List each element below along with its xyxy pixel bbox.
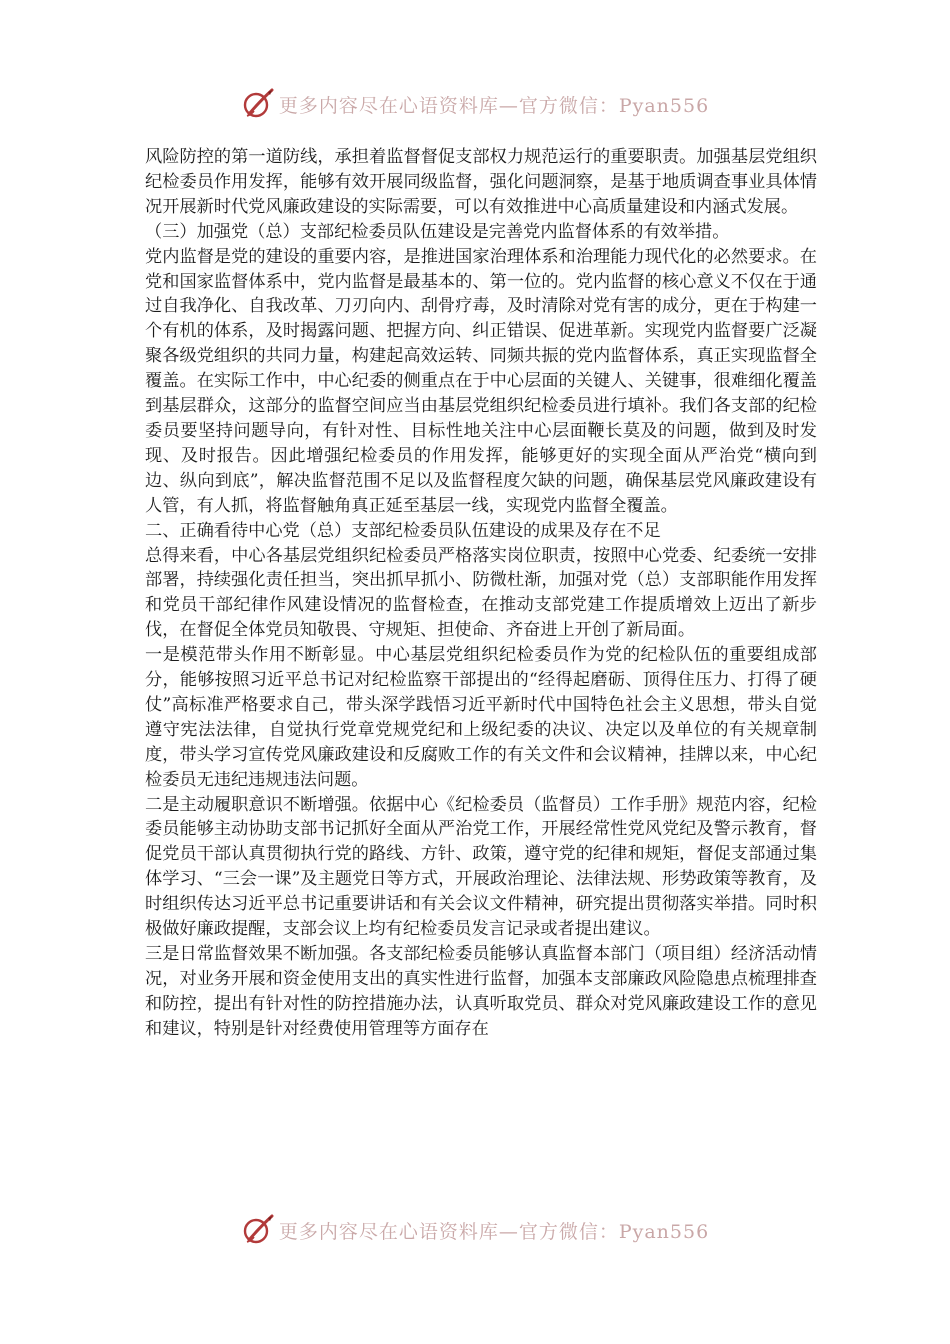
paragraph: 党内监督是党的建设的重要内容，是推进国家治理体系和治理能力现代化的必然要求。在党和国家监督体系中，党内监督是最基本的、第一位的。党内监督的核心意义不仅在于通过自我净化、自我改革、刀刃向内、刮骨疗毒，及时清除对党有害的成分，更在于构建一个有机的体系，及时揭露问题、把握方向、纠正错误、促进革新。实现党内监督要广泛凝聚各级党组织的共同力量，构建起高效运转、同频共振的党内监督体系，真正实现监督全覆盖。在实际工作中，中心纪委的侧重点在于中心层面的关键人、关键事，很难细化覆盖到基层群众，这部分的监督空间应当由基层党组织纪检委员进行填补。我们各支部的纪检委员要坚持问题导向，有针对性、目标性地关注中心层面鞭长莫及的问题，做到及时发现、及时报告。因此增强纪检委员的作用发挥，能够更好的实现全面从严治党“横向到边、纵向到底”，解决监督范围不足以及监督程度欠缺的问题，确保基层党风廉政建设有人管，有人抓，将监督触角真正延至基层一线，实现党内监督全覆盖。: [145, 246, 817, 516]
paragraph: 三是日常监督效果不断加强。各支部纪检委员能够认真监督本部门（项目组）经济活动情况，对业务开展和资金使用支出的真实性进行监督，加强本支部廉政风险隐患点梳理排查和防控，提出有针对性的防控措施办法，认真听取党员、群众对党风廉政建设工作的意见和建议，特别是针对经费使用管理等方面存在: [145, 944, 817, 1039]
watermark-banner-top: [0, 84, 950, 124]
paragraph: 一是模范带头作用不断彰显。中心基层党组织纪检委员作为党的纪检队伍的重要组成部分，能够按照习近平总书记对纪检监察干部提出的“经得起磨砺、顶得住压力、打得了硬仗”高标准严格要求自己，带头深学践悟习近平新时代中国特色社会主义思想，带头自觉遵守宪法法律，自觉执行党章党规党纪和上级纪委的决议、决定以及单位的有关规章制度，带头学习宣传党风廉政建设和反腐败工作的有关文件和会议精神，挂牌以来，中心纪检委员无违纪违规违法问题。: [145, 645, 817, 790]
watermark-text: 更多内容尽在心语资料库—官方微信：Pyan556: [278, 94, 710, 117]
paragraph: 二是主动履职意识不断增强。依据中心《纪检委员（监督员）工作手册》规范内容，纪检委员能够主动协助支部书记抓好全面从严治党工作，开展经常性党风党纪及警示教育，督促党员干部认真贯彻执行党的路线、方针、政策，遵守党的纪律和规矩，督促支部通过集体学习、“三会一课”及主题党日等方式，开展政治理论、法律法规、形势政策等教育，及时组织传达习近平总书记重要讲话和有关会议文件精神，研究提出贯彻落实举措。同时积极做好廉政提醒，支部会议上均有纪检委员发言记录或者提出建议。: [145, 794, 817, 940]
paragraph: 风险防控的第一道防线，承担着监督督促支部权力规范运行的重要职责。加强基层党组织纪检委员作用发挥，能够有效开展同级监督，强化问题洞察，是基于地质调查事业具体情况开展新时代党风廉政建设的实际需要，可以有效推进中心高质量建设和内涵式发展。: [145, 147, 817, 217]
paragraph: 总得来看，中心各基层党组织纪检委员严格落实岗位职责，按照中心党委、纪委统一安排部署，持续强化责任担当，突出抓早抓小、防微杜渐，加强对党（总）支部职能作用发挥和党员干部纪律作风建设情况的监督检查，在推动支部党建工作提质增效上迈出了新步伐，在督促全体党员知敬畏、守规矩、担使命、齐奋进上开创了新局面。: [145, 545, 817, 641]
section-heading: 二、正确看待中心党（总）支部纪检委员队伍建设的成果及存在不足: [145, 520, 661, 541]
document-body: [145, 145, 817, 1042]
watermark-banner-bottom: [0, 1210, 950, 1250]
brush-pen-logo-icon: [241, 1213, 275, 1247]
watermark-text: 更多内容尽在心语资料库—官方微信：Pyan556: [278, 1220, 710, 1243]
section-heading: （三）加强党（总）支部纪检委员队伍建设是完善党内监督体系的有效举措。: [145, 221, 730, 242]
brush-pen-logo-icon: [241, 87, 275, 121]
